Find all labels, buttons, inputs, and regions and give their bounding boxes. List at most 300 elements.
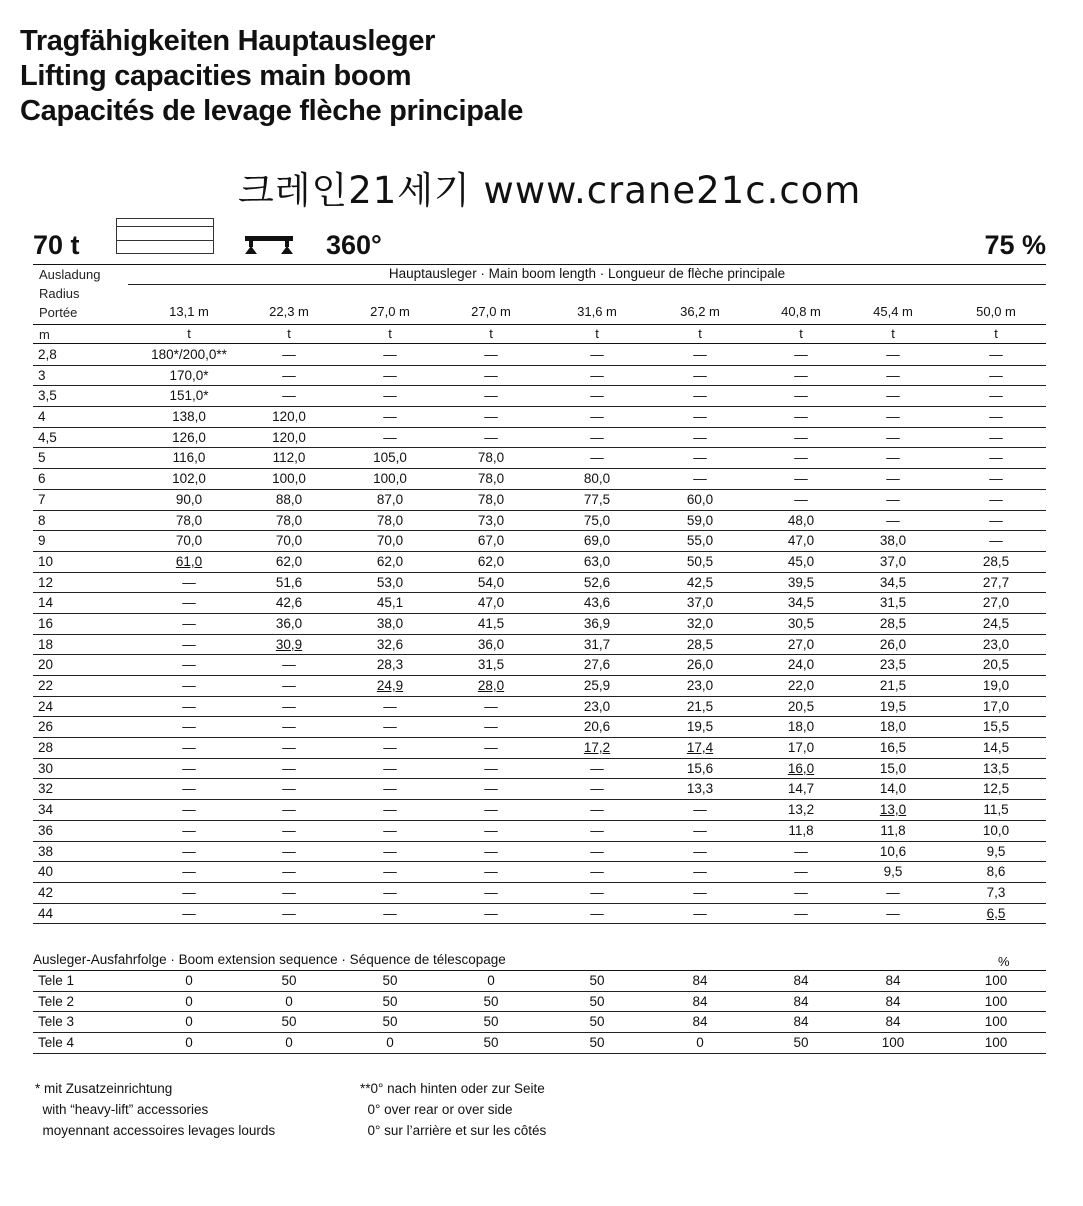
- table-cell: 36,9: [583, 615, 611, 631]
- table-cell: —: [182, 781, 196, 797]
- table-cell: —: [693, 450, 707, 466]
- table-cell: 61,0: [175, 553, 203, 569]
- row-label: 3,5: [38, 388, 57, 404]
- table-cell: —: [182, 615, 196, 631]
- table-cell: —: [886, 347, 900, 362]
- table-cell: 70,0: [175, 533, 203, 549]
- row-label: 36: [38, 822, 54, 838]
- table-cell: —: [383, 719, 397, 735]
- table-cell: —: [282, 657, 296, 673]
- table-cell: —: [989, 409, 1003, 425]
- table-cell: —: [282, 678, 296, 693]
- table-cell: 0: [185, 1035, 193, 1051]
- table-cell: —: [182, 760, 196, 776]
- sequence-unit: %: [998, 954, 1010, 969]
- sequence-row: [33, 1033, 1046, 1054]
- radius-unit: m: [39, 327, 50, 342]
- table-cell: 0: [696, 1035, 704, 1051]
- load-unit: t: [799, 326, 803, 341]
- row-label: 2,8: [38, 347, 57, 362]
- table-cell: —: [282, 843, 296, 859]
- table-cell: 38,0: [879, 533, 907, 549]
- table-row: [33, 614, 1046, 635]
- table-cell: —: [794, 409, 808, 425]
- table-cell: 120,0: [272, 409, 306, 425]
- divider: [33, 324, 1046, 325]
- boom-icon: [116, 218, 214, 254]
- table-cell: 100: [984, 1014, 1008, 1030]
- table-cell: 84: [793, 1014, 809, 1030]
- table-cell: —: [989, 388, 1003, 404]
- table-cell: —: [383, 781, 397, 797]
- table-cell: —: [590, 905, 604, 921]
- table-cell: —: [484, 698, 498, 714]
- table-cell: —: [590, 450, 604, 466]
- table-cell: 45,0: [787, 553, 815, 569]
- load-unit: t: [994, 326, 998, 341]
- table-cell: —: [794, 388, 808, 404]
- table-cell: 90,0: [175, 491, 203, 507]
- table-cell: —: [693, 843, 707, 859]
- table-cell: —: [383, 864, 397, 880]
- table-row: [33, 759, 1046, 780]
- table-cell: 84: [885, 973, 901, 988]
- table-row: [33, 511, 1046, 532]
- row-label: 20: [38, 657, 54, 673]
- table-cell: —: [794, 429, 808, 445]
- footnote-right: [360, 1078, 546, 1141]
- table-cell: 16,5: [879, 740, 907, 756]
- table-cell: —: [886, 905, 900, 921]
- table-cell: 27,0: [787, 636, 815, 652]
- table-row: [33, 469, 1046, 490]
- table-cell: 45,1: [376, 595, 404, 611]
- table-cell: —: [989, 429, 1003, 445]
- table-cell: 69,0: [583, 533, 611, 549]
- table-cell: —: [794, 347, 808, 362]
- table-cell: 50: [483, 993, 499, 1009]
- row-label: 7: [38, 491, 46, 507]
- divider: [128, 284, 1046, 285]
- table-cell: 27,7: [982, 574, 1010, 590]
- table-cell: 11,5: [983, 802, 1009, 818]
- table-cell: 47,0: [477, 595, 505, 611]
- row-label: 42: [38, 884, 54, 900]
- capacity-label: 70 t: [33, 230, 80, 260]
- table-cell: 7,3: [986, 884, 1006, 900]
- table-cell: —: [383, 388, 397, 404]
- table-cell: 84: [885, 1014, 901, 1030]
- table-cell: 151,0*: [169, 388, 209, 404]
- table-cell: 50: [483, 1035, 499, 1051]
- table-cell: 70,0: [275, 533, 303, 549]
- table-cell: —: [693, 471, 707, 487]
- radius-label-en: Radius: [39, 286, 80, 301]
- table-row: [33, 842, 1046, 863]
- table-cell: 50: [589, 1014, 605, 1030]
- table-cell: 51,6: [275, 574, 303, 590]
- table-cell: —: [484, 822, 498, 838]
- table-cell: 13,0: [879, 802, 907, 818]
- table-cell: 28,5: [982, 553, 1010, 569]
- table-row: [33, 407, 1046, 428]
- units-row: [0, 326, 1083, 344]
- boom-length-col: 50,0 m: [976, 304, 1016, 319]
- page-titles: [20, 24, 523, 129]
- table-cell: 48,0: [787, 512, 815, 528]
- table-cell: —: [484, 905, 498, 921]
- table-cell: —: [282, 388, 296, 404]
- table-cell: 50: [589, 993, 605, 1009]
- table-cell: 78,0: [275, 512, 303, 528]
- table-cell: —: [383, 760, 397, 776]
- table-cell: —: [989, 491, 1003, 507]
- row-label: 14: [38, 595, 54, 611]
- table-cell: 50: [483, 1014, 499, 1030]
- table-cell: —: [590, 843, 604, 859]
- table-cell: 42,6: [275, 595, 303, 611]
- table-row: [33, 531, 1046, 552]
- table-cell: 78,0: [376, 512, 404, 528]
- table-cell: 70,0: [376, 533, 404, 549]
- table-cell: 50: [382, 993, 398, 1009]
- table-cell: —: [693, 388, 707, 404]
- table-cell: 0: [185, 1014, 193, 1030]
- table-row: [33, 862, 1046, 883]
- table-cell: 23,0: [686, 678, 714, 693]
- table-cell: —: [484, 429, 498, 445]
- table-row: [33, 428, 1046, 449]
- row-label: 16: [38, 615, 54, 631]
- table-row: [33, 552, 1046, 573]
- load-unit: t: [287, 326, 291, 341]
- table-cell: —: [794, 367, 808, 383]
- table-cell: —: [590, 367, 604, 383]
- row-label: 6: [38, 471, 46, 487]
- table-cell: 23,5: [879, 657, 907, 673]
- table-cell: —: [383, 905, 397, 921]
- table-cell: 34,5: [879, 574, 907, 590]
- footnote-line: moyennant accessoires levages lourds: [35, 1123, 276, 1138]
- table-cell: —: [989, 471, 1003, 487]
- table-cell: —: [590, 409, 604, 425]
- table-cell: —: [886, 367, 900, 383]
- table-cell: —: [182, 719, 196, 735]
- table-cell: —: [484, 347, 498, 362]
- table-cell: 0: [185, 993, 193, 1009]
- table-cell: 50: [793, 1035, 809, 1051]
- table-cell: 84: [793, 973, 809, 988]
- boom-length-title: Hauptausleger · Main boom length · Longueur de flèche principale: [388, 266, 786, 281]
- table-cell: —: [693, 884, 707, 900]
- table-cell: —: [484, 781, 498, 797]
- table-row: [33, 448, 1046, 469]
- table-cell: 10,6: [879, 843, 907, 859]
- table-cell: 20,5: [982, 657, 1010, 673]
- table-cell: 18,0: [787, 719, 815, 735]
- table-cell: —: [182, 678, 196, 693]
- table-cell: 26,0: [686, 657, 714, 673]
- table-row: [33, 573, 1046, 594]
- table-row: [33, 697, 1046, 718]
- table-cell: 100,0: [373, 471, 407, 487]
- table-cell: —: [484, 864, 498, 880]
- table-cell: —: [182, 905, 196, 921]
- row-label: 3: [38, 367, 46, 383]
- table-cell: 27,6: [583, 657, 611, 673]
- table-cell: —: [794, 843, 808, 859]
- table-cell: 41,5: [477, 615, 505, 631]
- table-cell: —: [383, 698, 397, 714]
- table-cell: —: [383, 347, 397, 362]
- table-cell: 53,0: [376, 574, 404, 590]
- table-cell: 11,8: [788, 822, 814, 838]
- row-label: 18: [38, 636, 54, 652]
- table-cell: —: [989, 347, 1003, 362]
- table-cell: 0: [185, 973, 193, 988]
- spec-header: [0, 226, 1083, 266]
- table-cell: 14,7: [787, 781, 815, 797]
- table-cell: 30,5: [787, 615, 815, 631]
- table-cell: —: [590, 347, 604, 362]
- table-cell: 73,0: [477, 512, 505, 528]
- table-cell: 170,0*: [169, 367, 209, 383]
- table-row: [33, 386, 1046, 407]
- table-cell: —: [182, 822, 196, 838]
- table-cell: 0: [386, 1035, 394, 1051]
- table-cell: 15,0: [879, 760, 907, 776]
- table-cell: —: [484, 802, 498, 818]
- row-label: 12: [38, 574, 54, 590]
- table-cell: 52,6: [583, 574, 611, 590]
- table-cell: 11,8: [880, 822, 906, 838]
- table-cell: 17,0: [787, 740, 815, 756]
- table-row: [33, 738, 1046, 759]
- table-cell: 50: [382, 973, 398, 988]
- table-cell: —: [282, 698, 296, 714]
- table-cell: 20,6: [583, 719, 611, 735]
- table-cell: 28,5: [686, 636, 714, 652]
- row-label: 5: [38, 450, 46, 466]
- table-cell: 24,0: [787, 657, 815, 673]
- table-cell: 50: [382, 1014, 398, 1030]
- table-cell: —: [282, 864, 296, 880]
- table-cell: —: [693, 802, 707, 818]
- row-label: Tele 3: [38, 1014, 75, 1030]
- table-cell: —: [282, 367, 296, 383]
- table-cell: —: [383, 367, 397, 383]
- table-cell: 14,0: [879, 781, 907, 797]
- table-cell: —: [794, 864, 808, 880]
- table-cell: 100,0: [272, 471, 306, 487]
- table-cell: —: [590, 802, 604, 818]
- row-label: Tele 4: [38, 1035, 75, 1051]
- table-cell: —: [693, 905, 707, 921]
- radius-label-de: Ausladung: [39, 267, 101, 282]
- table-cell: 38,0: [376, 615, 404, 631]
- table-cell: 39,5: [787, 574, 815, 590]
- table-cell: 36,0: [275, 615, 303, 631]
- row-label: 32: [38, 781, 54, 797]
- table-cell: —: [383, 740, 397, 756]
- row-label: 30: [38, 760, 54, 776]
- footnote-left: [35, 1078, 275, 1141]
- boom-length-header: [0, 304, 1083, 322]
- table-cell: 78,0: [175, 512, 203, 528]
- table-cell: 13,3: [686, 781, 714, 797]
- title-de: Tragfähigkeiten Hauptausleger: [20, 25, 436, 57]
- footnote-line: 0° sur l’arrière et sur les côtés: [360, 1123, 547, 1138]
- table-cell: 116,0: [172, 450, 206, 466]
- table-cell: 100: [881, 1035, 905, 1051]
- table-cell: —: [182, 843, 196, 859]
- table-cell: 84: [692, 993, 708, 1009]
- table-cell: 15,6: [686, 760, 714, 776]
- counterweight-percent: 75 %: [984, 230, 1046, 260]
- load-unit: t: [891, 326, 895, 341]
- table-cell: —: [484, 740, 498, 756]
- table-cell: 84: [793, 993, 809, 1009]
- table-cell: —: [693, 822, 707, 838]
- table-cell: 15,5: [982, 719, 1010, 735]
- table-cell: —: [484, 719, 498, 735]
- row-label: 4: [38, 409, 46, 425]
- table-cell: —: [383, 884, 397, 900]
- table-cell: 23,0: [982, 636, 1010, 652]
- boom-length-col: 40,8 m: [781, 304, 821, 319]
- row-label: 8: [38, 512, 46, 528]
- table-cell: —: [484, 409, 498, 425]
- table-cell: 62,0: [376, 553, 404, 569]
- table-cell: 67,0: [477, 533, 505, 549]
- table-cell: 78,0: [477, 491, 505, 507]
- table-row: [33, 490, 1046, 511]
- table-cell: 138,0: [172, 409, 206, 425]
- table-cell: —: [989, 367, 1003, 383]
- table-cell: 8,6: [986, 864, 1006, 880]
- table-cell: —: [794, 905, 808, 921]
- footnote-line: **0° nach hinten oder zur Seite: [360, 1081, 545, 1096]
- table-cell: —: [989, 450, 1003, 466]
- table-cell: —: [590, 760, 604, 776]
- boom-length-col: 13,1 m: [169, 304, 209, 319]
- row-label: 9: [38, 533, 46, 549]
- table-cell: —: [182, 595, 196, 611]
- watermark: 크레인21세기 www.crane21c.com: [238, 169, 862, 212]
- table-cell: —: [590, 864, 604, 880]
- table-cell: —: [182, 657, 196, 673]
- table-cell: 31,5: [477, 657, 505, 673]
- table-cell: 50: [589, 1035, 605, 1051]
- row-label: 22: [38, 678, 54, 693]
- table-cell: —: [282, 781, 296, 797]
- table-cell: 28,5: [879, 615, 907, 631]
- table-cell: —: [886, 491, 900, 507]
- table-cell: 50: [281, 973, 297, 988]
- table-cell: 87,0: [376, 491, 404, 507]
- table-cell: —: [989, 533, 1003, 549]
- table-cell: 17,4: [686, 740, 714, 756]
- table-cell: 78,0: [477, 471, 505, 487]
- row-label: 28: [38, 740, 54, 756]
- divider: [33, 264, 1046, 265]
- table-cell: —: [590, 781, 604, 797]
- table-cell: 13,5: [982, 760, 1010, 776]
- table-cell: —: [886, 429, 900, 445]
- table-cell: —: [282, 347, 296, 362]
- table-cell: 30,9: [275, 636, 303, 652]
- table-cell: —: [590, 884, 604, 900]
- table-cell: —: [484, 884, 498, 900]
- sequence-row: [33, 971, 1046, 992]
- table-cell: —: [182, 574, 196, 590]
- row-label: Tele 1: [38, 973, 75, 988]
- table-cell: 47,0: [787, 533, 815, 549]
- table-cell: 24,9: [376, 678, 404, 693]
- table-row: [33, 904, 1046, 925]
- table-cell: 26,0: [879, 636, 907, 652]
- table-cell: 9,5: [883, 864, 903, 880]
- table-cell: —: [182, 740, 196, 756]
- table-cell: —: [590, 388, 604, 404]
- title-en: Lifting capacities main boom: [20, 60, 412, 92]
- table-cell: —: [886, 512, 900, 528]
- table-cell: 0: [487, 973, 495, 988]
- sequence-title: Ausleger-Ausfahrfolge · Boom extension sequence · Séquence de télescopage: [33, 952, 506, 967]
- sequence-table: [33, 970, 1046, 1054]
- rotation-label: 360°: [326, 230, 382, 260]
- table-cell: —: [590, 429, 604, 445]
- table-cell: 25,9: [583, 678, 611, 693]
- load-table: [33, 345, 1046, 924]
- table-cell: —: [693, 367, 707, 383]
- table-cell: 100: [984, 993, 1008, 1009]
- table-cell: —: [282, 740, 296, 756]
- table-cell: —: [886, 450, 900, 466]
- table-cell: —: [182, 698, 196, 714]
- table-cell: 54,0: [477, 574, 505, 590]
- table-cell: —: [484, 388, 498, 404]
- table-cell: 17,2: [583, 740, 611, 756]
- table-cell: —: [886, 388, 900, 404]
- table-cell: 84: [692, 1014, 708, 1030]
- table-row: [33, 635, 1046, 656]
- table-cell: —: [383, 822, 397, 838]
- table-cell: 37,0: [686, 595, 714, 611]
- table-cell: —: [693, 347, 707, 362]
- table-row: [33, 800, 1046, 821]
- table-cell: 84: [885, 993, 901, 1009]
- table-cell: 60,0: [686, 491, 714, 507]
- table-cell: 75,0: [583, 512, 611, 528]
- boom-length-col: 27,0 m: [471, 304, 511, 319]
- table-cell: 120,0: [272, 429, 306, 445]
- table-cell: 31,7: [583, 636, 611, 652]
- table-row: [33, 655, 1046, 676]
- table-cell: 18,0: [879, 719, 907, 735]
- table-cell: 102,0: [172, 471, 206, 487]
- table-cell: —: [383, 802, 397, 818]
- table-cell: 59,0: [686, 512, 714, 528]
- table-cell: 28,3: [376, 657, 404, 673]
- table-row: [33, 821, 1046, 842]
- table-cell: —: [182, 636, 196, 652]
- table-cell: 21,5: [879, 678, 907, 693]
- table-cell: —: [282, 719, 296, 735]
- table-cell: 43,6: [583, 595, 611, 611]
- row-label: Tele 2: [38, 993, 75, 1009]
- table-row: [33, 593, 1046, 614]
